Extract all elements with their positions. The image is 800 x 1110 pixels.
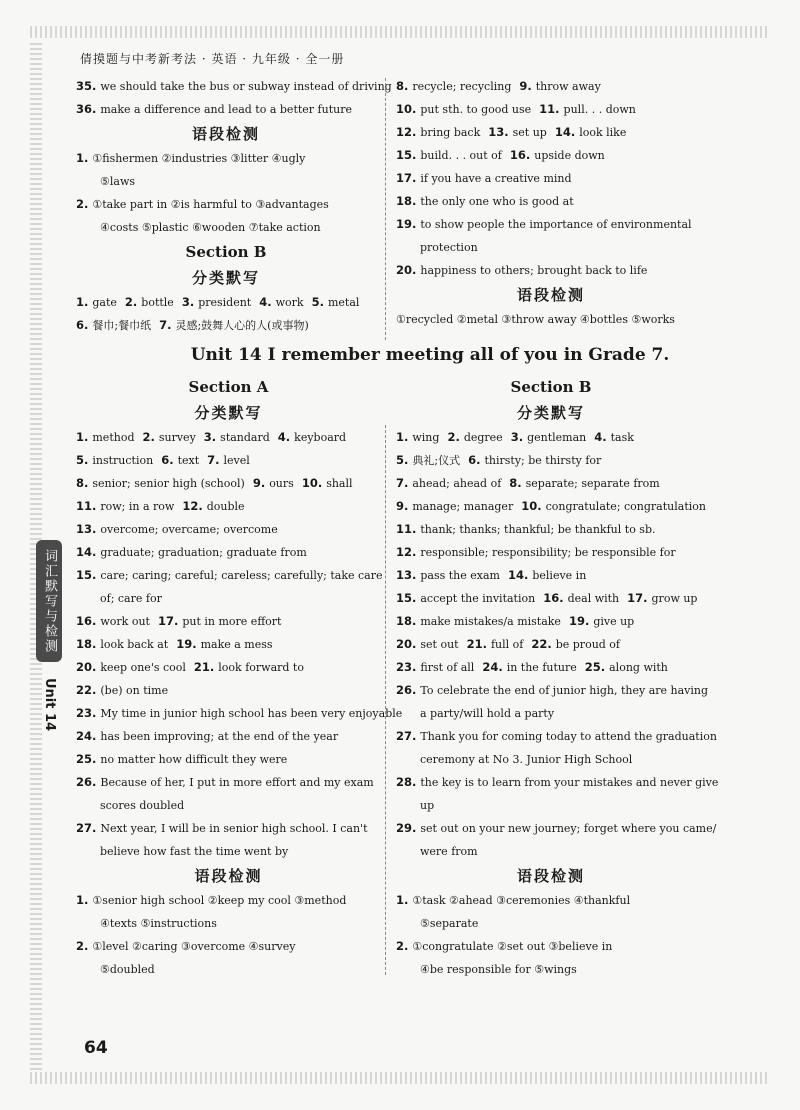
item-number: 20. bbox=[396, 637, 417, 651]
item-number: 6. bbox=[76, 318, 89, 332]
item-text: My time in junior high school has been very enjoyable bbox=[100, 707, 403, 720]
answer-line bbox=[76, 426, 381, 449]
item-number: 2. bbox=[76, 197, 89, 211]
item-text: thirsty; be thirsty for bbox=[484, 454, 602, 467]
item-text: overcome; overcame; overcome bbox=[100, 523, 278, 536]
item-text: metal bbox=[327, 296, 360, 309]
item-number: 12. bbox=[396, 125, 417, 139]
item-number: 15. bbox=[396, 148, 417, 162]
item-text: 典礼;仪式 bbox=[412, 454, 461, 467]
item-number: 27. bbox=[396, 729, 417, 743]
item-number: 19. bbox=[176, 637, 197, 651]
answer-line bbox=[76, 656, 381, 679]
unit-title: Unit 14 I remember meeting all of you in Grade 7. bbox=[190, 345, 670, 365]
item-text: give up bbox=[593, 615, 635, 628]
answer-continuation: ceremony at No 3. Junior High School bbox=[420, 753, 633, 766]
item-text: ①level ②caring ③overcome ④survey bbox=[92, 940, 296, 953]
item-text: look forward to bbox=[218, 661, 304, 674]
item-text: set up bbox=[512, 126, 547, 139]
item-number: 10. bbox=[521, 499, 542, 513]
answer-continuation: scores doubled bbox=[100, 799, 185, 812]
answer-line bbox=[396, 587, 706, 610]
answer-continuation: ④be responsible for ⑤wings bbox=[420, 963, 577, 976]
item-number: 3. bbox=[181, 295, 195, 309]
item-number: 11. bbox=[539, 102, 560, 116]
item-number: 15. bbox=[76, 568, 97, 582]
answer-line bbox=[396, 98, 706, 121]
column-divider-bottom bbox=[385, 425, 386, 975]
answer-line bbox=[396, 75, 706, 98]
item-number: 7. bbox=[396, 476, 409, 490]
item-number: 20. bbox=[396, 263, 417, 277]
item-number: 11. bbox=[396, 522, 417, 536]
item-number: 7. bbox=[207, 453, 220, 467]
item-number: 9. bbox=[252, 476, 266, 490]
page-border-top bbox=[30, 26, 770, 38]
answer-line bbox=[76, 541, 381, 564]
answer-continuation: ④texts ⑤instructions bbox=[100, 917, 217, 930]
answer-line bbox=[76, 98, 376, 121]
answer-line bbox=[76, 314, 376, 337]
answer-line bbox=[396, 633, 706, 656]
item-text: gate bbox=[92, 296, 117, 309]
section-heading: 语段检测 bbox=[516, 286, 585, 304]
answer-continuation: ⑤doubled bbox=[100, 963, 155, 976]
item-number: 4. bbox=[259, 295, 272, 309]
item-number: 8. bbox=[76, 476, 89, 490]
answer-line bbox=[396, 259, 706, 282]
item-number: 27. bbox=[76, 821, 97, 835]
item-number: 2. bbox=[396, 939, 409, 953]
item-number: 24. bbox=[482, 660, 503, 674]
answer-line bbox=[396, 144, 706, 167]
item-text: congratulate; congratulation bbox=[545, 500, 706, 513]
item-text: upside down bbox=[534, 149, 605, 162]
item-number: 6. bbox=[468, 453, 481, 467]
item-text: Thank you for coming today to attend the graduation bbox=[420, 730, 717, 743]
item-text: pass the exam bbox=[420, 569, 500, 582]
answer-line bbox=[76, 935, 381, 958]
item-number: 19. bbox=[568, 614, 590, 628]
item-text: shall bbox=[326, 477, 353, 490]
answer-line bbox=[76, 193, 376, 216]
answer-line bbox=[396, 167, 706, 190]
item-text: (be) on time bbox=[100, 684, 169, 697]
item-text: first of all bbox=[420, 661, 475, 674]
item-number: 28. bbox=[396, 775, 417, 789]
answer-continuation: a party/will hold a party bbox=[420, 707, 555, 720]
item-text: To celebrate the end of junior high, they are having bbox=[420, 684, 709, 697]
item-number: 22. bbox=[531, 637, 552, 651]
item-number: 18. bbox=[76, 637, 97, 651]
item-text: separate; separate from bbox=[525, 477, 660, 490]
item-text: keep one's cool bbox=[100, 661, 186, 674]
item-number: 35. bbox=[76, 79, 97, 93]
item-number: 13. bbox=[488, 125, 509, 139]
item-text: the only one who is good at bbox=[420, 195, 574, 208]
item-text: gentleman bbox=[527, 431, 587, 444]
answer-continuation: ⑤laws bbox=[100, 175, 135, 188]
answer-line bbox=[396, 518, 706, 541]
item-text: ahead; ahead of bbox=[412, 477, 502, 490]
item-number: 10. bbox=[301, 476, 323, 490]
answer-line bbox=[396, 935, 706, 958]
item-text: if you have a creative mind bbox=[420, 172, 572, 185]
item-number: 26. bbox=[396, 683, 417, 697]
answer-line bbox=[76, 679, 381, 702]
item-number: 5. bbox=[396, 453, 409, 467]
item-number: 13. bbox=[76, 522, 97, 536]
section-heading: 分类默写 bbox=[194, 404, 263, 422]
item-number: 8. bbox=[509, 476, 522, 490]
item-text: to show people the importance of environmental bbox=[420, 218, 692, 231]
section-heading: 分类默写 bbox=[191, 269, 260, 287]
section-title: Section B bbox=[510, 378, 592, 396]
item-number: 14. bbox=[507, 568, 529, 582]
answer-line bbox=[76, 564, 381, 587]
item-text: the key is to learn from your mistakes and never give bbox=[420, 776, 719, 789]
item-text: ①take part in ②is harmful to ③advantages bbox=[92, 198, 329, 211]
item-text: method bbox=[92, 431, 135, 444]
answer-line bbox=[76, 748, 381, 771]
item-text: put in more effort bbox=[182, 615, 282, 628]
item-text: build. . . out of bbox=[420, 149, 502, 162]
item-text: set out bbox=[420, 638, 459, 651]
item-number: 10. bbox=[396, 102, 417, 116]
answer-line bbox=[76, 291, 376, 314]
item-number: 1. bbox=[76, 430, 89, 444]
answer-line bbox=[76, 817, 381, 840]
section-heading: 语段检测 bbox=[516, 867, 585, 885]
item-text: happiness to others; brought back to life bbox=[420, 264, 648, 277]
bottom-right-column bbox=[396, 374, 719, 981]
item-number: 5. bbox=[76, 453, 89, 467]
item-text: ①senior high school ②keep my cool ③method bbox=[92, 894, 347, 907]
item-number: 12. bbox=[396, 545, 417, 559]
section-heading: 分类默写 bbox=[516, 404, 585, 422]
item-number: 17. bbox=[396, 171, 417, 185]
page-number: 64 bbox=[84, 1038, 108, 1058]
answer-line bbox=[76, 147, 376, 170]
item-text: responsible; responsibility; be responsible for bbox=[420, 546, 676, 559]
item-number: 24. bbox=[76, 729, 97, 743]
answer-line bbox=[396, 213, 706, 236]
answer-line bbox=[396, 426, 706, 449]
answer-line bbox=[396, 679, 709, 702]
item-text: Next year, I will be in senior high school. I can't bbox=[100, 822, 368, 835]
item-number: 19. bbox=[396, 217, 417, 231]
item-text: ①fishermen ②industries ③litter ④ugly bbox=[92, 152, 306, 165]
item-number: 3. bbox=[510, 430, 524, 444]
item-number: 1. bbox=[396, 893, 409, 907]
answer-line: ①recycled ②metal ③throw away ④bottles ⑤works bbox=[396, 313, 675, 326]
item-number: 23. bbox=[76, 706, 97, 720]
answer-continuation: believe how fast the time went by bbox=[100, 845, 289, 858]
item-text: double bbox=[206, 500, 245, 513]
item-text: along with bbox=[609, 661, 668, 674]
item-number: 18. bbox=[396, 194, 417, 208]
answer-line bbox=[76, 702, 403, 725]
item-text: we should take the bus or subway instead of driving bbox=[100, 80, 392, 93]
item-text: senior; senior high (school) bbox=[92, 477, 245, 490]
answer-line bbox=[396, 610, 706, 633]
item-number: 4. bbox=[277, 430, 291, 444]
item-text: work out bbox=[100, 615, 150, 628]
answer-continuation: of; care for bbox=[100, 592, 162, 605]
item-text: pull. . . down bbox=[563, 103, 636, 116]
item-text: bring back bbox=[420, 126, 481, 139]
item-number: 4. bbox=[594, 430, 607, 444]
answer-line bbox=[76, 449, 381, 472]
side-unit-label: Unit 14 bbox=[42, 678, 57, 732]
item-number: 2. bbox=[142, 430, 155, 444]
item-number: 17. bbox=[627, 591, 648, 605]
item-text: throw away bbox=[535, 80, 601, 93]
item-text: row; in a row bbox=[100, 500, 175, 513]
item-text: set out on your new journey; forget where you came/ bbox=[420, 822, 717, 835]
item-text: degree bbox=[463, 431, 503, 444]
answer-line bbox=[396, 725, 717, 748]
item-number: 16. bbox=[543, 591, 564, 605]
item-number: 20. bbox=[76, 660, 97, 674]
item-text: 灵感;鼓舞人心的人(或事物) bbox=[175, 319, 309, 332]
answer-line bbox=[396, 541, 706, 564]
item-number: 6. bbox=[161, 453, 174, 467]
item-text: has been improving; at the end of the year bbox=[100, 730, 339, 743]
item-number: 2. bbox=[76, 939, 89, 953]
item-text: put sth. to good use bbox=[420, 103, 532, 116]
answer-line bbox=[76, 889, 381, 912]
item-text: make mistakes/a mistake bbox=[420, 615, 561, 628]
answer-line bbox=[76, 472, 381, 495]
item-number: 29. bbox=[396, 821, 417, 835]
item-number: 2. bbox=[124, 295, 138, 309]
item-number: 18. bbox=[396, 614, 417, 628]
item-number: 1. bbox=[76, 295, 89, 309]
item-text: instruction bbox=[92, 454, 154, 467]
answer-line bbox=[76, 610, 381, 633]
item-number: 15. bbox=[396, 591, 417, 605]
item-text: deal with bbox=[567, 592, 620, 605]
item-text: 餐巾;餐巾纸 bbox=[92, 319, 152, 332]
section-heading: 语段检测 bbox=[194, 867, 263, 885]
column-divider-top bbox=[385, 78, 386, 340]
item-text: survey bbox=[158, 431, 196, 444]
bottom-left-column bbox=[76, 374, 403, 981]
item-number: 26. bbox=[76, 775, 97, 789]
answer-line bbox=[76, 75, 392, 98]
answer-line bbox=[396, 495, 706, 518]
running-header: 倩摸题与中考新考法 · 英语 · 九年级 · 全一册 bbox=[80, 52, 345, 66]
item-number: 11. bbox=[76, 499, 97, 513]
item-number: 17. bbox=[157, 614, 179, 628]
answer-line bbox=[76, 495, 381, 518]
item-text: make a difference and lead to a better future bbox=[100, 103, 352, 116]
answer-continuation: up bbox=[420, 799, 435, 812]
item-number: 25. bbox=[584, 660, 606, 674]
item-number: 14. bbox=[76, 545, 97, 559]
item-text: grow up bbox=[651, 592, 698, 605]
item-text: level bbox=[223, 454, 250, 467]
item-number: 9. bbox=[396, 499, 409, 513]
item-number: 13. bbox=[396, 568, 417, 582]
item-text: no matter how difficult they were bbox=[100, 753, 288, 766]
item-number: 16. bbox=[76, 614, 97, 628]
item-number: 2. bbox=[447, 430, 460, 444]
page-border-bottom bbox=[30, 1072, 770, 1084]
answer-continuation: ④costs ⑤plastic ⑥wooden ⑦take action bbox=[100, 221, 321, 234]
item-text: be proud of bbox=[555, 638, 621, 651]
item-text: wing bbox=[412, 431, 440, 444]
item-number: 21. bbox=[193, 660, 215, 674]
item-text: ①congratulate ②set out ③believe in bbox=[412, 940, 613, 953]
top-left-column bbox=[76, 75, 392, 337]
item-number: 23. bbox=[396, 660, 417, 674]
top-right-column bbox=[396, 75, 706, 331]
answer-line bbox=[396, 121, 706, 144]
item-text: ①task ②ahead ③ceremonies ④thankful bbox=[412, 894, 631, 907]
item-number: 5. bbox=[311, 295, 324, 309]
item-number: 12. bbox=[182, 499, 203, 513]
answer-line bbox=[396, 449, 706, 472]
item-number: 36. bbox=[76, 102, 97, 116]
item-text: ours bbox=[269, 477, 294, 490]
item-number: 21. bbox=[466, 637, 487, 651]
item-text: work bbox=[275, 296, 304, 309]
answer-line bbox=[396, 817, 717, 840]
item-text: graduate; graduation; graduate from bbox=[100, 546, 307, 559]
item-text: keyboard bbox=[294, 431, 347, 444]
answer-line bbox=[396, 564, 706, 587]
item-text: task bbox=[610, 431, 634, 444]
answer-line bbox=[76, 771, 381, 794]
item-number: 7. bbox=[159, 318, 172, 332]
answer-line bbox=[396, 656, 706, 679]
section-title: Section B bbox=[185, 243, 267, 261]
answer-continuation: ⑤separate bbox=[420, 917, 479, 930]
item-text: Because of her, I put in more effort and my exam bbox=[100, 776, 374, 789]
section-title: Section A bbox=[188, 378, 269, 396]
item-text: in the future bbox=[506, 661, 577, 674]
item-number: 22. bbox=[76, 683, 97, 697]
answer-line bbox=[76, 725, 381, 748]
item-text: recycle; recycling bbox=[412, 80, 512, 93]
item-number: 1. bbox=[396, 430, 409, 444]
item-text: care; caring; careful; careless; carefully; take care bbox=[100, 569, 383, 582]
item-text: full of bbox=[490, 638, 524, 651]
answer-line bbox=[396, 472, 706, 495]
item-number: 1. bbox=[76, 893, 89, 907]
answer-continuation: were from bbox=[420, 845, 478, 858]
side-tab-vocab: 词汇默写与检测 bbox=[36, 540, 62, 662]
section-heading: 语段检测 bbox=[191, 125, 260, 143]
item-text: bottle bbox=[141, 296, 174, 309]
item-number: 16. bbox=[509, 148, 531, 162]
item-text: thank; thanks; thankful; be thankful to sb. bbox=[420, 523, 656, 536]
item-text: believe in bbox=[532, 569, 587, 582]
item-number: 1. bbox=[76, 151, 89, 165]
item-text: look like bbox=[579, 126, 627, 139]
item-text: standard bbox=[220, 431, 270, 444]
answer-line bbox=[396, 190, 706, 213]
answer-line bbox=[76, 518, 381, 541]
item-number: 9. bbox=[519, 79, 532, 93]
item-text: manage; manager bbox=[412, 500, 514, 513]
item-number: 3. bbox=[203, 430, 217, 444]
item-text: president bbox=[198, 296, 252, 309]
answer-continuation: protection bbox=[420, 241, 478, 254]
item-text: accept the invitation bbox=[420, 592, 536, 605]
item-text: look back at bbox=[100, 638, 169, 651]
item-number: 8. bbox=[396, 79, 409, 93]
item-text: text bbox=[177, 454, 200, 467]
answer-line bbox=[396, 889, 706, 912]
item-text: make a mess bbox=[200, 638, 273, 651]
item-number: 14. bbox=[554, 125, 576, 139]
item-number: 25. bbox=[76, 752, 97, 766]
answer-line bbox=[76, 633, 381, 656]
answer-line bbox=[396, 771, 719, 794]
